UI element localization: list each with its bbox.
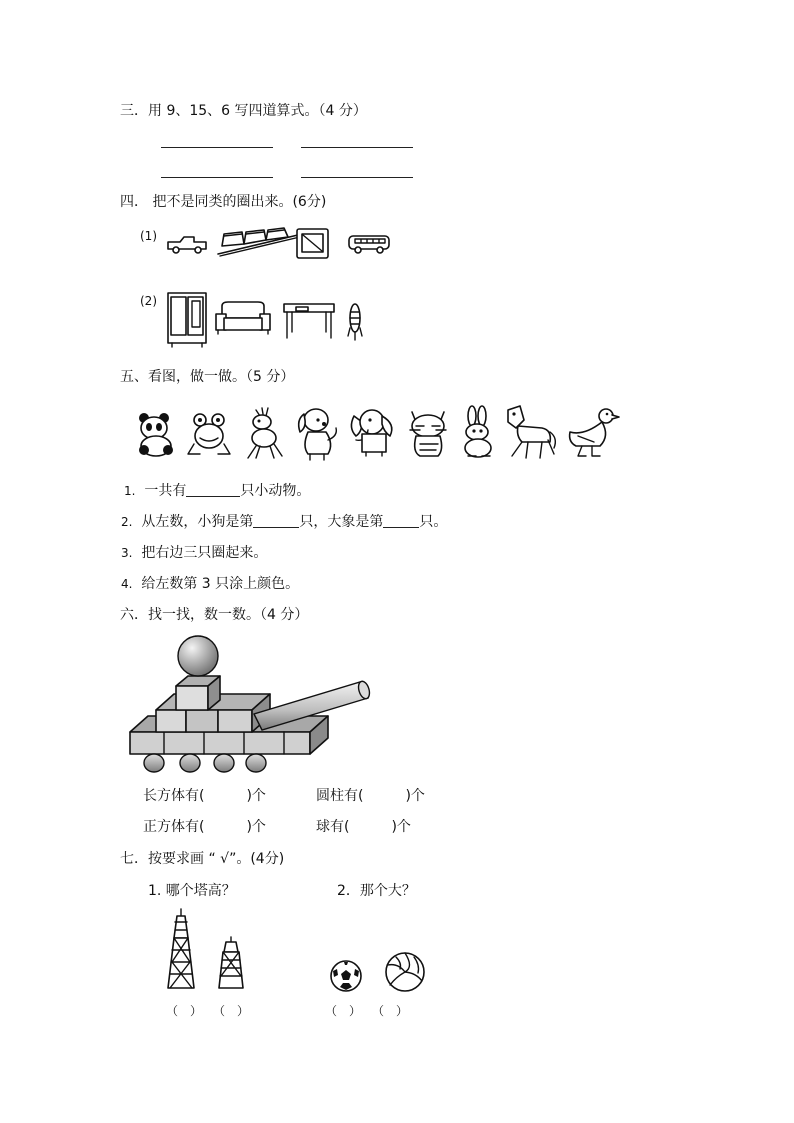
q5-item-2: 2. 从左数，小狗是第 只，大象是第 只。: [121, 514, 448, 530]
q7-sub1: 1. 哪个塔高？: [148, 883, 236, 899]
duck-icon[interactable]: [566, 406, 620, 460]
puppy-icon[interactable]: [292, 406, 342, 462]
cat-icon[interactable]: [404, 408, 452, 460]
sofa-icon[interactable]: [214, 300, 272, 338]
q5-blank-puppy[interactable]: [253, 513, 299, 528]
panda-icon[interactable]: [132, 410, 180, 458]
elephant-icon[interactable]: [346, 406, 400, 458]
rabbit-icon[interactable]: [456, 406, 500, 462]
tank-shapes-figure: [124, 632, 374, 780]
q7-title: 七．按要求画 “ √”。(4分): [120, 851, 285, 867]
q5-blank-elephant[interactable]: [383, 513, 419, 528]
q3-answer-line-1[interactable]: [161, 147, 273, 148]
deer-icon[interactable]: [238, 406, 286, 460]
q5-blank-total[interactable]: [186, 482, 240, 497]
q7-sub2: 2．那个大？: [337, 883, 416, 899]
train-icon[interactable]: [214, 226, 306, 258]
corn-icon[interactable]: [346, 300, 364, 342]
q6-count-sphere[interactable]: 球有( )个: [316, 819, 411, 835]
q7-paren-volleyball[interactable]: （ ）: [372, 1004, 409, 1018]
frog-icon[interactable]: [186, 412, 232, 458]
table-icon[interactable]: [282, 300, 336, 340]
q3-answer-line-2[interactable]: [301, 147, 413, 148]
soccer-ball-icon[interactable]: [329, 959, 363, 993]
bus-icon[interactable]: [347, 234, 391, 254]
short-tower-icon[interactable]: [218, 936, 244, 990]
q4-row1-label: (1): [140, 229, 157, 243]
tv-icon[interactable]: [295, 226, 331, 260]
tall-tower-icon[interactable]: [166, 908, 196, 990]
horse-icon[interactable]: [502, 404, 558, 462]
q7-paren-tall-tower[interactable]: （ ）: [166, 1004, 203, 1018]
wardrobe-icon[interactable]: [166, 291, 208, 349]
q3-answer-line-4[interactable]: [301, 177, 413, 178]
q6-count-cube[interactable]: 正方体有( )个: [143, 819, 266, 835]
q5-item-4: 4. 给左数第 3 只涂上颜色。: [121, 576, 300, 592]
q3-answer-line-3[interactable]: [161, 177, 273, 178]
q5-item-1: 1. 一共有 只小动物。: [124, 483, 311, 499]
q4-row2-label: (2): [140, 294, 157, 308]
q5-item-3: 3. 把右边三只圈起来。: [121, 545, 268, 561]
q3-title: 三．用 9、15、6 写四道算式。（4 分）: [120, 103, 367, 119]
car-icon[interactable]: [166, 234, 208, 254]
volleyball-icon[interactable]: [384, 951, 426, 993]
q5-title: 五、看图，做一做。（5 分）: [120, 369, 295, 385]
q7-paren-soccer-ball[interactable]: （ ）: [325, 1004, 362, 1018]
q6-count-cylinder[interactable]: 圆柱有( )个: [316, 788, 425, 804]
q4-title: 四． 把不是同类的圈出来。(6分): [120, 194, 327, 210]
q6-count-cuboid[interactable]: 长方体有( )个: [143, 788, 266, 804]
q6-title: 六．找一找，数一数。（4 分）: [120, 607, 309, 623]
q7-paren-short-tower[interactable]: （ ）: [213, 1004, 250, 1018]
